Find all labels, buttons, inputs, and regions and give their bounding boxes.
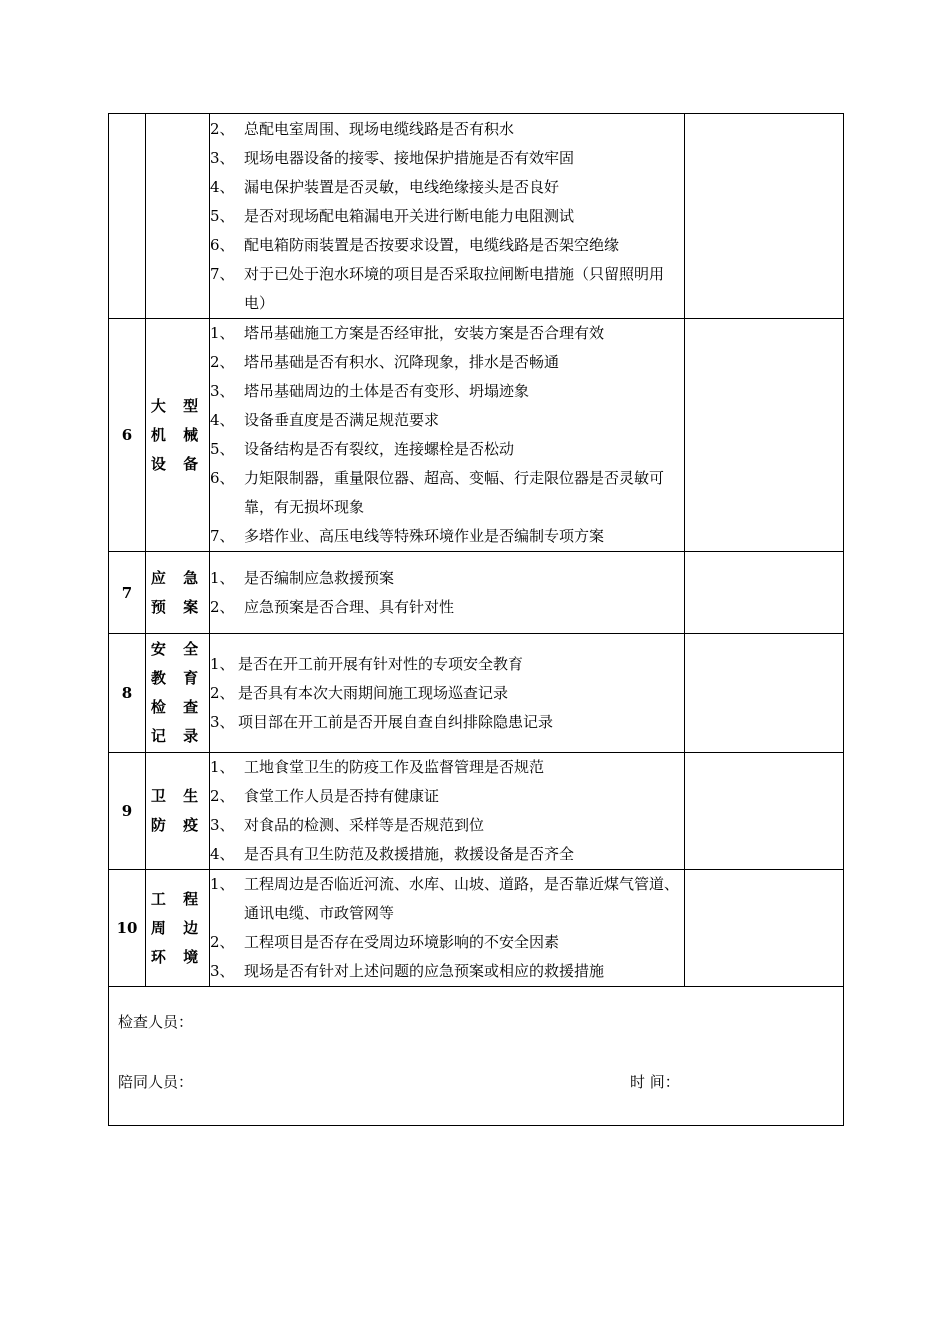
- row-number: 10: [109, 870, 146, 987]
- category-label: 教 育: [150, 669, 205, 687]
- item-text: 应急预案是否合理、具有针对性: [244, 597, 455, 616]
- check-items-cell: [210, 114, 685, 319]
- category-label: 设 备: [150, 454, 205, 473]
- item-text: 力矩限制器，重量限位器、超高、变幅、行走限位器是否灵敏可靠，有无损坏现象: [244, 469, 665, 516]
- category-label: 应 急: [150, 568, 205, 587]
- item-text: 对于已处于泡水环境的项目是否采取拉闸断电措施（只留照明用电）: [244, 264, 665, 312]
- item-text: 多塔作业、高压电线等特殊环境作业是否编制专项方案: [244, 527, 605, 545]
- check-items-cell: [210, 753, 685, 870]
- category-label: 卫 生: [150, 787, 205, 805]
- row-number: 7: [109, 552, 146, 634]
- list-item: [210, 377, 684, 406]
- item-number: 1、: [210, 654, 235, 673]
- list-item: [210, 840, 684, 869]
- row-number: 9: [109, 753, 146, 870]
- footer-row: [109, 987, 844, 1126]
- item-text: 设备结构是否有裂纹，连接螺栓是否松动: [244, 440, 515, 458]
- list-item: [210, 173, 684, 202]
- item-text: 现场是否有针对上述问题的应急预案或相应的救援措施: [244, 962, 605, 980]
- category-label: 预 案: [150, 597, 205, 616]
- check-items-cell: [210, 870, 685, 987]
- item-number: 3、: [210, 148, 235, 167]
- item-number: 1、: [210, 875, 235, 893]
- item-text: 是否编制应急救援预案: [244, 568, 395, 587]
- item-number: 1、: [210, 324, 235, 342]
- item-text: 配电箱防雨装置是否按要求设置，电缆线路是否架空绝缘: [244, 235, 620, 254]
- check-items-cell: [210, 552, 685, 634]
- table-row: [109, 319, 844, 552]
- list-item: [210, 260, 684, 318]
- item-number: 7、: [210, 527, 235, 545]
- item-text: 总配电室周围、现场电缆线路是否有积水: [244, 119, 515, 138]
- item-text: 塔吊基础施工方案是否经审批，安装方案是否合理有效: [244, 324, 605, 342]
- item-number: 4、: [210, 411, 235, 429]
- list-item: [210, 679, 684, 708]
- item-text: 塔吊基础周边的土体是否有变形、坍塌迹象: [244, 382, 530, 400]
- list-item: [210, 650, 684, 679]
- item-text: 设备垂直度是否满足规范要求: [244, 411, 440, 429]
- item-number: 6、: [210, 469, 235, 487]
- table-row: [109, 634, 844, 753]
- category-cell: [146, 552, 210, 634]
- inspector-label: 检查人员：: [118, 1013, 194, 1031]
- category-label: 工 程: [150, 889, 205, 908]
- item-text: 工地食堂卫生的防疫工作及监督管理是否规范: [244, 758, 545, 776]
- list-item: [210, 464, 684, 522]
- list-item: [210, 753, 684, 782]
- item-number: 3、: [210, 382, 235, 400]
- category-cell: [146, 319, 210, 552]
- item-text: 现场电器设备的接零、接地保护措施是否有效牢固: [244, 148, 575, 167]
- item-number: 4、: [210, 845, 235, 863]
- result-cell[interactable]: [685, 753, 844, 870]
- category-label: 记 录: [150, 727, 205, 745]
- category-label: 防 疫: [150, 816, 205, 834]
- accompany-label: 陪同人员：: [118, 1073, 194, 1091]
- row-number: 6: [109, 319, 146, 552]
- list-item: [210, 435, 684, 464]
- check-items-cell: [210, 634, 685, 753]
- list-item: [210, 957, 684, 986]
- row-number: [109, 114, 146, 319]
- list-item: [210, 593, 684, 622]
- item-text: 漏电保护装置是否灵敏，电线绝缘接头是否良好: [244, 177, 560, 196]
- result-cell[interactable]: [685, 114, 844, 319]
- item-number: 2、: [210, 353, 235, 371]
- category-cell: [146, 870, 210, 987]
- item-text: 塔吊基础是否有积水、沉降现象，排水是否畅通: [244, 353, 560, 371]
- list-item: [210, 811, 684, 840]
- list-item: [210, 115, 684, 144]
- category-label: 环 境: [150, 947, 205, 966]
- table-row: [109, 114, 844, 319]
- result-cell[interactable]: [685, 870, 844, 987]
- list-item: [210, 928, 684, 957]
- result-cell[interactable]: [685, 319, 844, 552]
- category-label: 大 型: [150, 396, 205, 415]
- category-cell: [146, 753, 210, 870]
- table-row: [109, 753, 844, 870]
- category-label: 机 械: [150, 425, 205, 444]
- row-number: 8: [109, 634, 146, 753]
- item-text: 工程项目是否存在受周边环境影响的不安全因素: [244, 933, 560, 951]
- item-text: 是否对现场配电箱漏电开关进行断电能力电阻测试: [244, 206, 575, 225]
- list-item: [210, 870, 684, 928]
- list-item: [210, 348, 684, 377]
- item-number: 3、: [210, 816, 235, 834]
- inspection-table: [108, 113, 844, 1126]
- list-item: [210, 708, 684, 737]
- item-number: 2、: [210, 597, 235, 616]
- category-label: 周 边: [150, 918, 205, 937]
- item-number: 2、: [210, 933, 235, 951]
- item-number: 5、: [210, 440, 235, 458]
- signature-area: [109, 987, 844, 1126]
- time-label: 时 间：: [630, 1073, 680, 1091]
- table-row: [109, 552, 844, 634]
- result-cell[interactable]: [685, 634, 844, 753]
- table-row: [109, 870, 844, 987]
- check-items-cell: [210, 319, 685, 552]
- list-item: [210, 564, 684, 593]
- list-item: [210, 231, 684, 260]
- item-text: 是否具有本次大雨期间施工现场巡查记录: [238, 683, 509, 702]
- list-item: [210, 406, 684, 435]
- result-cell[interactable]: [685, 552, 844, 634]
- item-text: 项目部在开工前是否开展自查自纠排除隐患记录: [238, 712, 554, 731]
- item-text: 是否在开工前开展有针对性的专项安全教育: [238, 654, 524, 673]
- item-text: 食堂工作人员是否持有健康证: [244, 787, 440, 805]
- list-item: [210, 202, 684, 231]
- item-text: 是否具有卫生防范及救援措施，救援设备是否齐全: [244, 845, 575, 863]
- category-label: 检 查: [150, 698, 205, 716]
- item-number: 1、: [210, 568, 235, 587]
- list-item: [210, 782, 684, 811]
- item-number: 3、: [210, 712, 235, 731]
- category-cell: [146, 634, 210, 753]
- item-number: 6、: [210, 235, 235, 254]
- item-number: 4、: [210, 177, 235, 196]
- category-cell: [146, 114, 210, 319]
- item-number: 2、: [210, 787, 235, 805]
- item-number: 2、: [210, 119, 235, 138]
- item-number: 2、: [210, 683, 235, 702]
- item-number: 7、: [210, 264, 235, 283]
- item-text: 工程周边是否临近河流、水库、山坡、道路，是否靠近煤气管道、通讯电缆、市政管网等: [244, 875, 680, 922]
- list-item: [210, 522, 684, 551]
- category-label: 安 全: [150, 640, 205, 658]
- item-number: 3、: [210, 962, 235, 980]
- list-item: [210, 319, 684, 348]
- list-item: [210, 144, 684, 173]
- item-text: 对食品的检测、采样等是否规范到位: [244, 816, 485, 834]
- item-number: 1、: [210, 758, 235, 776]
- item-number: 5、: [210, 206, 235, 225]
